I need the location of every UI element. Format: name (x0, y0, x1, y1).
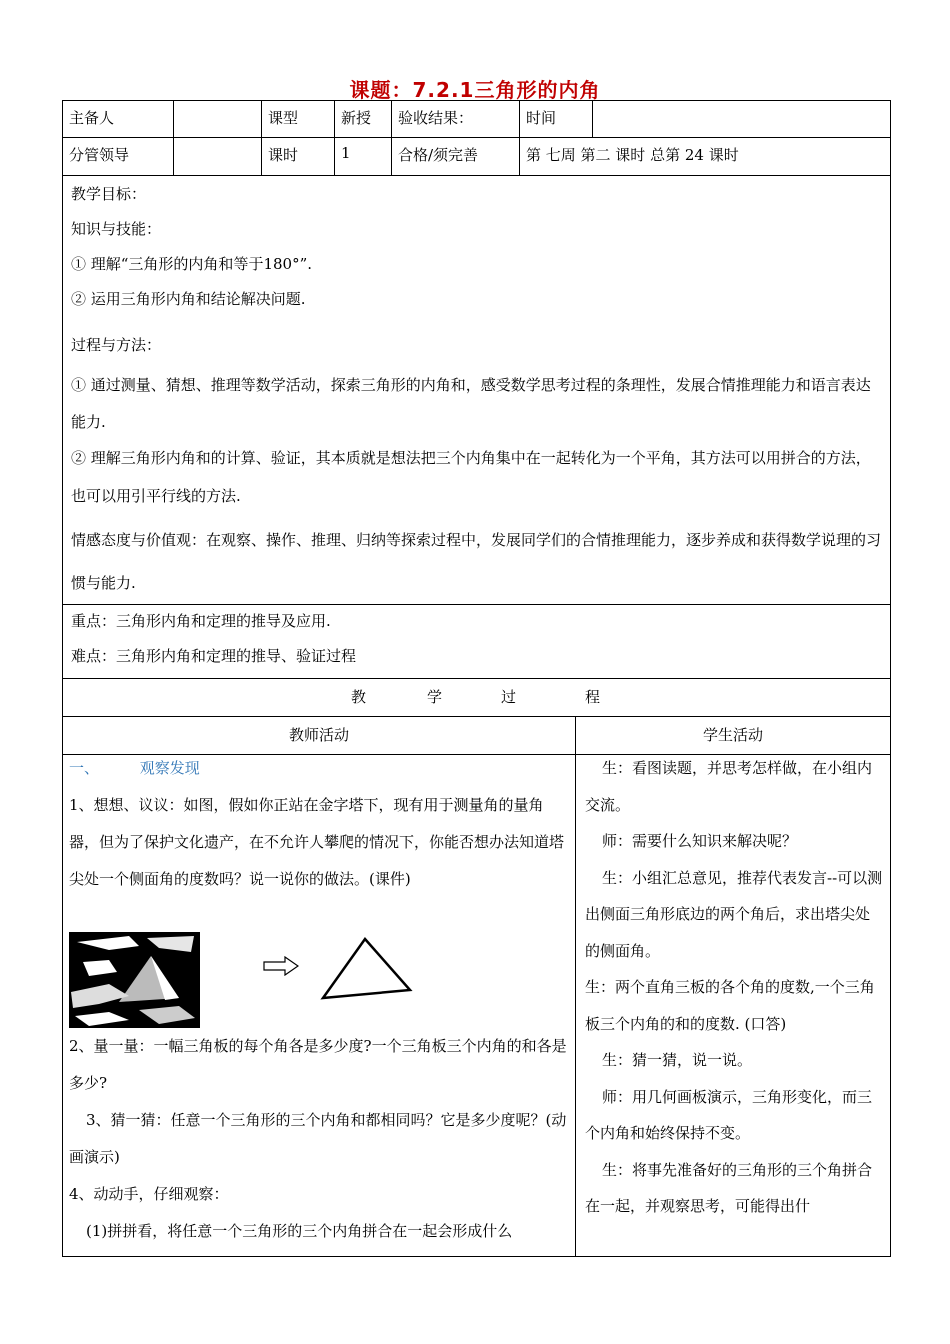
difficulty-point: 难点：三角形内角和定理的推导、验证过程 (71, 647, 357, 665)
goals-section (62, 176, 891, 605)
header-table (62, 100, 891, 176)
teaching-process-heading (62, 678, 891, 717)
student-step-4: 生：两个直角三板的各个角的度数,一个三角板三个内角的和的度数. (口答) (585, 978, 875, 1033)
section-heading (69, 750, 569, 787)
process-char-1: 教 (351, 688, 367, 706)
knowledge-title: 知识与技能： (71, 220, 162, 238)
key-points-section (62, 604, 891, 679)
student-activity (585, 750, 883, 1225)
process-char-3: 过 (501, 688, 517, 706)
cell-preparer-value (174, 101, 262, 138)
teacher-step-3: 3、猜一猜：任意一个三角形的三个内角和都相同吗？它是多少度呢？(动画演示) (69, 1111, 567, 1166)
knowledge-item-1: ① 理解“三角形的内角和等于180°”. (71, 255, 313, 273)
teacher-step-2: 2、量一量：一幅三角板的每个角各是多少度?一个三角板三个内角的和各是多少? (69, 1037, 567, 1092)
student-column-header: 学生活动 (702, 726, 763, 744)
process-item-1: ① 通过测量、猜想、推理等数学活动，探索三角形的内角和，感受数学思考过程的条理性，发展合情推理能力和语言表达能力. (71, 376, 871, 431)
cell-schedule: 第 七周 第二 课时 总第 24 课时 (520, 138, 891, 176)
goals-title: 教学目标： (71, 185, 147, 203)
focus-point: 重点：三角形内角和定理的推导及应用. (71, 612, 331, 630)
student-step-1: 生：看图读题，并思考怎样做，在小组内交流。 (585, 759, 873, 814)
cell-leader-value (174, 138, 262, 176)
column-divider (575, 716, 576, 1256)
teacher-step-1: 1、想想、议议：如图，假如你正站在金字塔下，现有用于测量角的量角器，但为了保护文化遗产，在不允许人攀爬的情况下，你能否想办法知道塔尖处一个侧面角的度数吗？说一说你的做法。(课件) (69, 796, 565, 888)
cell-hours-value: 1 (335, 138, 392, 176)
page-title: 课题：7.2.1三角形的内角 (349, 78, 601, 102)
student-step-3: 生：小组汇总意见，推荐代表发言--可以测出侧面三角形底边的两个角后，求出塔尖处的侧面角。 (585, 868, 883, 960)
cell-acceptance-value: 合格/须完善 (392, 138, 520, 176)
process-char-2: 学 (427, 688, 443, 706)
student-step-7: 生：将事先准备好的三角形的三个角拼合在一起，并观察思考，可能得出什 (585, 1160, 873, 1215)
teacher-step-4: 4、动动手，仔细观察： (69, 1185, 229, 1203)
cell-hours-label: 课时 (262, 138, 335, 176)
cell-time-label: 时间 (520, 101, 593, 138)
process-char-4: 程 (585, 688, 601, 706)
section-number: 一、 (69, 759, 100, 777)
student-step-2: 师：需要什么知识来解决呢？ (602, 832, 798, 850)
section-title: 观察发现 (139, 759, 200, 777)
process-item-2: ② 理解三角形内角和的计算、验证，其本质就是想法把三个内角集中在一起转化为一个平角，其方法可以用拼合的方法，也可以用引平行线的方法. (71, 449, 871, 505)
process-method-title: 过程与方法： (71, 336, 162, 354)
cell-acceptance-label: 验收结果： (392, 101, 520, 138)
cell-leader-label: 分管领导 (63, 138, 174, 176)
teacher-activity (69, 750, 569, 898)
cell-preparer-label: 主备人 (63, 101, 174, 138)
teacher-column-header: 教师活动 (288, 726, 349, 744)
student-step-6: 师：用几何画板演示，三角形变化，而三个内角和始终保持不变。 (585, 1087, 873, 1142)
pyramid-photo (69, 932, 200, 1028)
student-step-5: 生：猜一猜，说一说。 (602, 1051, 753, 1069)
activity-table (62, 716, 891, 1257)
cell-type-label: 课型 (262, 101, 335, 138)
teacher-step-5: (1)拼拼看，将任意一个三角形的三个内角拼合在一起会形成什么 (86, 1222, 513, 1240)
cell-type-value: 新授 (335, 101, 392, 138)
knowledge-item-2: ② 运用三角形内角和结论解决问题. (71, 290, 306, 308)
cell-time-value (593, 101, 891, 138)
emotion-goal: 情感态度与价值观：在观察、操作、推理、归纳等探索过程中，发展同学们的合情推理能力，逐步养成和获得数学说理的习惯与能力. (71, 531, 882, 592)
triangle-figure (318, 934, 413, 1004)
arrow-icon (263, 956, 299, 980)
